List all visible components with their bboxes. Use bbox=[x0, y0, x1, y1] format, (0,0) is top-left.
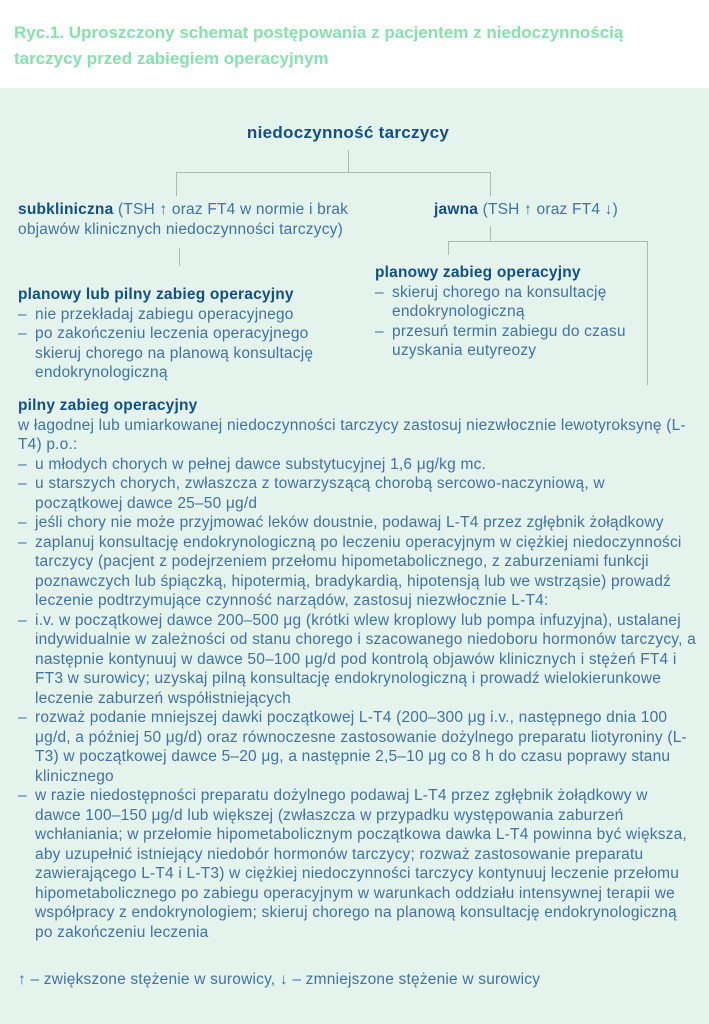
elective-or-urgent-surgery-block bbox=[18, 285, 353, 383]
bullet-dash: – bbox=[18, 611, 27, 629]
subclinical-term: subkliniczna bbox=[18, 201, 114, 218]
list-item bbox=[18, 708, 696, 786]
subclinical-criteria: (TSH ↑ oraz FT4 w normie i brak objawów klinicznych niedoczynności tarczycy) bbox=[18, 201, 349, 238]
subclinical-node bbox=[18, 200, 368, 239]
list-item-text: skieruj chorego na konsultację endokrynologiczną bbox=[392, 283, 607, 320]
list-item bbox=[18, 305, 353, 325]
urgent-surgery-intro: w łagodnej lub umiarkowanej niedoczynności tarczycy zastosuj niezwłocznie lewotyroksynę (L-T4) p.o.: bbox=[18, 416, 686, 453]
elective-or-urgent-surgery-heading: planowy lub pilny zabieg operacyjny bbox=[18, 286, 294, 303]
list-item bbox=[18, 455, 696, 475]
root-node-label: niedoczynność tarczycy bbox=[246, 123, 450, 142]
list-item bbox=[18, 474, 696, 513]
connector-subclinical-drop bbox=[176, 172, 177, 196]
connector-level1-bar bbox=[176, 172, 491, 173]
list-item-text: i.v. w początkowej dawce 200–500 μg (krótki wlew kroplowy lub pompa infuzyjna), ustalanej indywidualnie w zależności od stanu chorego i szacowanego niedoboru hormonów tarczycy, a następnie kontynuuj w dawce 50–100 μg/d pod kontrolą objawów klinicznych i stężeń FT4 i FT3 w surowicy; uzyskaj pilną konsultację endokrynologiczną i prowadź wielokierunkowe leczenie zaburzeń współistniejących bbox=[35, 611, 696, 707]
connector-root-stem bbox=[348, 150, 349, 172]
list-item bbox=[18, 786, 696, 942]
list-item-text: u młodych chorych w pełnej dawce substytucyjnej 1,6 μg/kg mc. bbox=[35, 455, 487, 473]
overt-criteria: (TSH ↑ oraz FT4 ↓) bbox=[482, 201, 618, 218]
list-item bbox=[18, 513, 696, 533]
list-item bbox=[18, 611, 696, 709]
list-item bbox=[18, 324, 353, 383]
connector-level2-bar bbox=[448, 241, 648, 242]
overt-term: jawna bbox=[434, 201, 479, 218]
urgent-surgery-block bbox=[18, 396, 696, 942]
elective-surgery-heading: planowy zabieg operacyjny bbox=[375, 264, 581, 281]
list-item-text: po zakończeniu leczenia operacyjnego skieruj chorego na planową konsultację endokrynologiczną bbox=[35, 325, 314, 381]
bullet-dash: – bbox=[18, 305, 27, 323]
list-item bbox=[375, 322, 655, 361]
elective-surgery-block bbox=[375, 263, 655, 361]
list-item-text: w razie niedostępności preparatu dożylnego podawaj L-T4 przez zgłębnik żołądkowy w dawce 100–150 μg/d lub większej (zwłaszcza w przypadku występowania zaburzeń wchłaniania; w przełomie hipometabolicznym początkowa dawka L-T4 powinna być większa, aby uzupełnić istniejący niedobór hormonów tarczycy; rozważ zastosowanie preparatu zawierającego L-T4 i L-T3) w ciężkiej niedoczynności tarczycy kontynuuj leczenie przełomu hipometabolicznego po zabiegu operacyjnym w warunkach oddziału intensywnej terapii we współpracy z endokrynologiem; skieruj chorego na planową konsultację endokrynologiczną po zakończeniu leczenia bbox=[35, 787, 687, 941]
list-item bbox=[375, 283, 655, 322]
overt-node bbox=[434, 200, 618, 220]
list-item-text: przesuń termin zabiegu do czasu uzyskania eutyreozy bbox=[392, 322, 626, 359]
connector-overt-stem bbox=[490, 226, 491, 241]
list-item-text: jeśli chory nie może przyjmować leków doustnie, podawaj L-T4 przez zgłębnik żołądkowy bbox=[35, 514, 664, 531]
bullet-dash: – bbox=[18, 514, 27, 531]
bullet-dash: – bbox=[375, 322, 384, 340]
connector-elective-drop bbox=[448, 241, 449, 255]
connector-overt-drop bbox=[490, 172, 491, 196]
list-item-text: nie przekładaj zabiegu operacyjnego bbox=[35, 305, 294, 323]
urgent-surgery-heading: pilny zabieg operacyjny bbox=[18, 397, 198, 414]
arrow-legend: ↑ – zwiększone stężenie w surowicy, ↓ – zmniejszone stężenie w surowicy bbox=[18, 971, 541, 988]
list-item-text: rozważ podanie mniejszej dawki początkowej L-T4 (200–300 μg i.v., następnego dnia 100 μg/d, a później 50 μg/d) oraz równoczesne zastosowanie dożylnego preparatu liotyroniny (L-T3) w początkowej dawce 5–20 μg, a następnie 2,5–10 μg co 8 h do czasu poprawy stanu klinicznego bbox=[35, 709, 687, 785]
bullet-dash: – bbox=[18, 325, 27, 342]
bullet-dash: – bbox=[18, 475, 27, 492]
bullet-dash: – bbox=[18, 787, 27, 804]
list-item-text: zaplanuj konsultację endokrynologiczną po leczeniu operacyjnym w ciężkiej niedoczynności tarczycy (pacjent z podejrzeniem przełomu hipometabolicznego, z zaburzeniami funkcji poznawczych lub śpiączką, hipotermią, bradykardią, hipotensją lub we wstrząsie) prowadź leczenie podtrzymujące czynność narządów, zastosuj niezwłocznie L-T4: bbox=[35, 533, 682, 609]
list-item bbox=[18, 533, 696, 611]
connector-subclinical-stem bbox=[179, 248, 180, 266]
bullet-dash: – bbox=[18, 533, 27, 551]
list-item-text: u starszych chorych, zwłaszcza z towarzyszącą chorobą sercowo-naczyniową, w początkowej dawce 25–50 μg/d bbox=[35, 475, 605, 512]
bullet-dash: – bbox=[18, 709, 27, 726]
bullet-dash: – bbox=[18, 455, 27, 473]
bullet-dash: – bbox=[375, 283, 384, 301]
figure-caption: Ryc.1. Uproszczony schemat postępowania z pacjentem z niedoczynnością tarczycy przed zabiegiem operacyjnym bbox=[14, 23, 624, 68]
